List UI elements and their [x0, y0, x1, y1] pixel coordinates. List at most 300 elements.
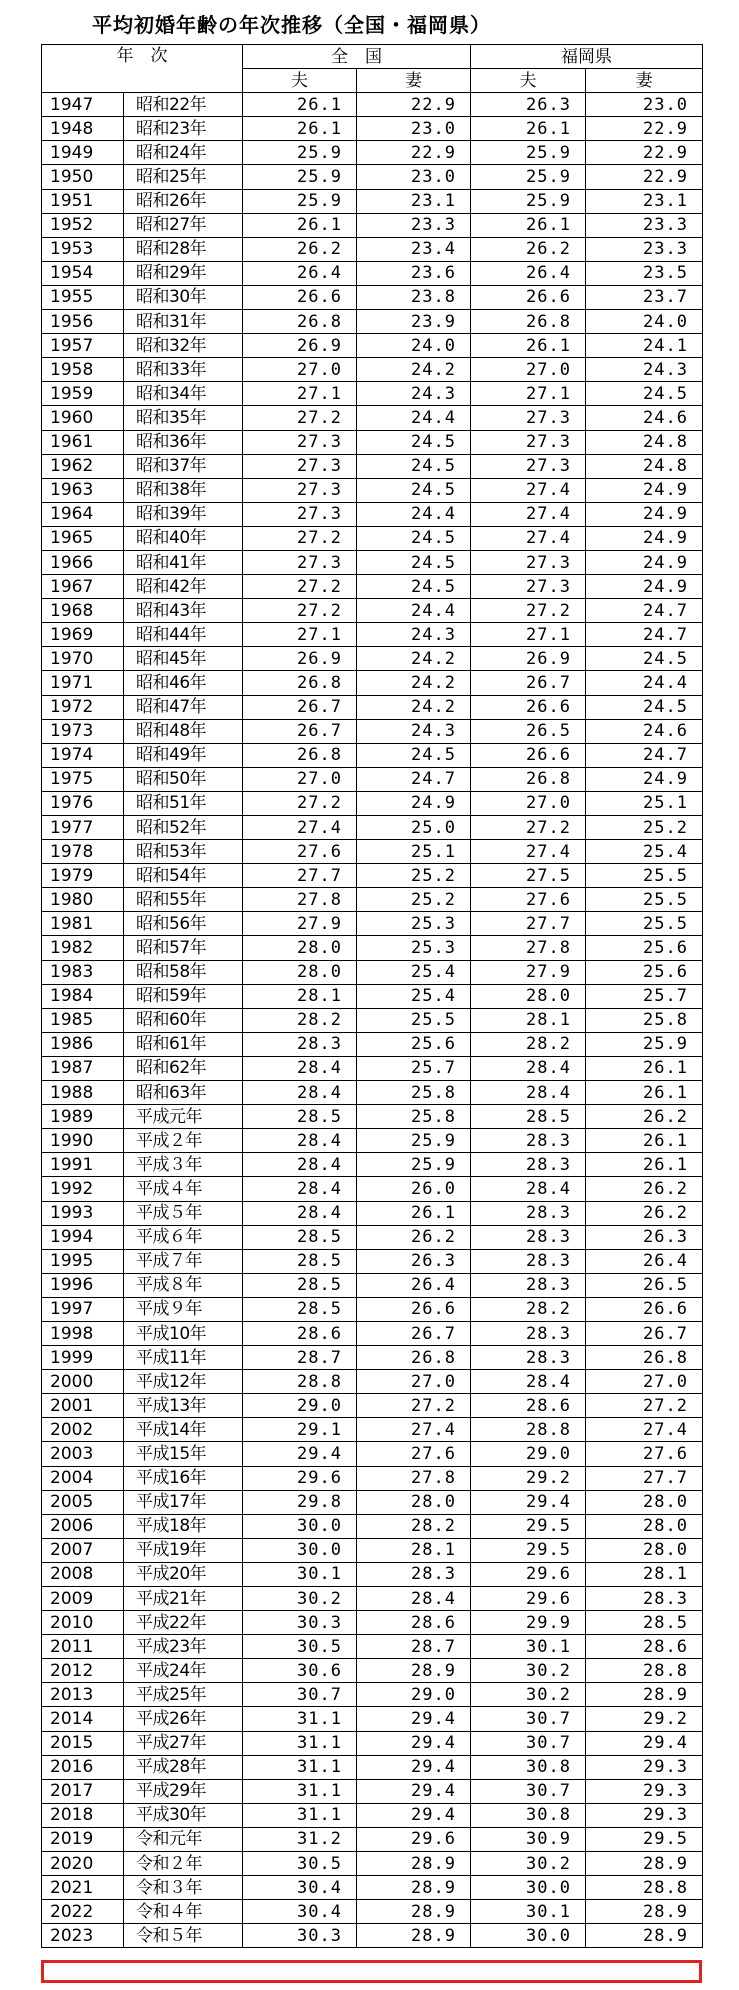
cell-year: 1999 — [42, 1346, 124, 1370]
cell-zenkoku-tsuma: 29.4 — [357, 1707, 471, 1731]
cell-era: 昭和37年 — [124, 454, 243, 478]
cell-era: 平成10年 — [124, 1321, 243, 1345]
cell-year: 2018 — [42, 1803, 124, 1827]
cell-zenkoku-tsuma: 24.9 — [357, 791, 471, 815]
cell-fukuoka-otto: 26.6 — [471, 695, 586, 719]
cell-year: 1994 — [42, 1225, 124, 1249]
cell-zenkoku-tsuma: 25.8 — [357, 1105, 471, 1129]
table-row — [42, 1876, 703, 1900]
cell-fukuoka-tsuma: 28.9 — [586, 1683, 703, 1707]
table-row — [42, 1924, 703, 1948]
cell-zenkoku-otto: 30.0 — [243, 1514, 357, 1538]
cell-zenkoku-tsuma: 26.3 — [357, 1249, 471, 1273]
cell-fukuoka-tsuma: 23.3 — [586, 213, 703, 237]
cell-fukuoka-tsuma: 26.1 — [586, 1081, 703, 1105]
cell-era: 令和４年 — [124, 1900, 243, 1924]
cell-fukuoka-tsuma: 28.9 — [586, 1852, 703, 1876]
cell-era: 昭和31年 — [124, 310, 243, 334]
cell-year: 2017 — [42, 1779, 124, 1803]
cell-zenkoku-tsuma: 26.2 — [357, 1225, 471, 1249]
cell-zenkoku-tsuma: 28.7 — [357, 1635, 471, 1659]
cell-zenkoku-otto: 26.7 — [243, 719, 357, 743]
cell-era: 昭和47年 — [124, 695, 243, 719]
cell-fukuoka-otto: 27.7 — [471, 912, 586, 936]
cell-zenkoku-otto: 28.1 — [243, 984, 357, 1008]
cell-zenkoku-tsuma: 24.5 — [357, 550, 471, 574]
cell-zenkoku-tsuma: 24.4 — [357, 406, 471, 430]
cell-fukuoka-tsuma: 22.9 — [586, 117, 703, 141]
cell-era: 昭和60年 — [124, 1008, 243, 1032]
cell-zenkoku-tsuma: 24.5 — [357, 526, 471, 550]
cell-fukuoka-otto: 26.5 — [471, 719, 586, 743]
cell-zenkoku-tsuma: 27.2 — [357, 1394, 471, 1418]
cell-zenkoku-tsuma: 28.9 — [357, 1900, 471, 1924]
cell-zenkoku-tsuma: 28.3 — [357, 1562, 471, 1586]
cell-zenkoku-otto: 27.1 — [243, 623, 357, 647]
table-row — [42, 358, 703, 382]
cell-era: 平成16年 — [124, 1466, 243, 1490]
table-row — [42, 1346, 703, 1370]
cell-fukuoka-otto: 30.7 — [471, 1779, 586, 1803]
table-row — [42, 526, 703, 550]
cell-zenkoku-otto: 25.9 — [243, 189, 357, 213]
cell-zenkoku-tsuma: 25.2 — [357, 864, 471, 888]
cell-fukuoka-tsuma: 23.0 — [586, 93, 703, 117]
table-row — [42, 1153, 703, 1177]
cell-era: 平成27年 — [124, 1731, 243, 1755]
table-row — [42, 141, 703, 165]
cell-fukuoka-tsuma: 24.9 — [586, 502, 703, 526]
cell-era: 昭和56年 — [124, 912, 243, 936]
cell-fukuoka-tsuma: 25.8 — [586, 1008, 703, 1032]
cell-fukuoka-tsuma: 24.9 — [586, 575, 703, 599]
cell-year: 1995 — [42, 1249, 124, 1273]
cell-year: 1973 — [42, 719, 124, 743]
cell-era: 昭和24年 — [124, 141, 243, 165]
cell-era: 平成29年 — [124, 1779, 243, 1803]
cell-era: 令和２年 — [124, 1852, 243, 1876]
cell-fukuoka-otto: 30.1 — [471, 1635, 586, 1659]
cell-fukuoka-otto: 29.0 — [471, 1442, 586, 1466]
cell-zenkoku-otto: 31.1 — [243, 1707, 357, 1731]
cell-era: 令和３年 — [124, 1876, 243, 1900]
cell-fukuoka-otto: 27.2 — [471, 599, 586, 623]
header-row-1 — [42, 45, 703, 69]
table-row — [42, 743, 703, 767]
cell-zenkoku-tsuma: 25.9 — [357, 1153, 471, 1177]
cell-zenkoku-tsuma: 28.1 — [357, 1538, 471, 1562]
table-row — [42, 647, 703, 671]
cell-zenkoku-otto: 27.2 — [243, 599, 357, 623]
cell-fukuoka-tsuma: 25.5 — [586, 864, 703, 888]
cell-fukuoka-otto: 27.3 — [471, 454, 586, 478]
cell-zenkoku-tsuma: 26.6 — [357, 1297, 471, 1321]
cell-zenkoku-otto: 26.8 — [243, 310, 357, 334]
cell-zenkoku-tsuma: 29.6 — [357, 1827, 471, 1851]
cell-zenkoku-otto: 28.4 — [243, 1153, 357, 1177]
table-row — [42, 984, 703, 1008]
cell-fukuoka-tsuma: 25.1 — [586, 791, 703, 815]
table-row — [42, 334, 703, 358]
cell-zenkoku-otto: 26.8 — [243, 743, 357, 767]
cell-era: 昭和59年 — [124, 984, 243, 1008]
cell-era: 昭和50年 — [124, 767, 243, 791]
cell-zenkoku-tsuma: 27.4 — [357, 1418, 471, 1442]
table-row — [42, 165, 703, 189]
cell-zenkoku-otto: 27.3 — [243, 502, 357, 526]
cell-fukuoka-otto: 27.8 — [471, 936, 586, 960]
cell-year: 1970 — [42, 647, 124, 671]
cell-fukuoka-tsuma: 28.8 — [586, 1876, 703, 1900]
cell-era: 昭和61年 — [124, 1032, 243, 1056]
cell-year: 2003 — [42, 1442, 124, 1466]
cell-zenkoku-tsuma: 26.0 — [357, 1177, 471, 1201]
table-row — [42, 695, 703, 719]
cell-era: 平成24年 — [124, 1659, 243, 1683]
cell-fukuoka-tsuma: 24.8 — [586, 430, 703, 454]
cell-zenkoku-tsuma: 27.8 — [357, 1466, 471, 1490]
cell-zenkoku-tsuma: 24.7 — [357, 767, 471, 791]
header-zenkoku-tsuma: 妻 — [357, 69, 471, 93]
cell-fukuoka-tsuma: 24.9 — [586, 478, 703, 502]
cell-fukuoka-otto: 30.8 — [471, 1755, 586, 1779]
cell-fukuoka-otto: 28.3 — [471, 1153, 586, 1177]
cell-fukuoka-tsuma: 26.6 — [586, 1297, 703, 1321]
cell-fukuoka-tsuma: 28.0 — [586, 1538, 703, 1562]
cell-zenkoku-tsuma: 23.1 — [357, 189, 471, 213]
cell-year: 2014 — [42, 1707, 124, 1731]
cell-fukuoka-tsuma: 24.5 — [586, 695, 703, 719]
cell-zenkoku-tsuma: 24.0 — [357, 334, 471, 358]
cell-zenkoku-tsuma: 24.2 — [357, 671, 471, 695]
cell-fukuoka-otto: 26.9 — [471, 647, 586, 671]
cell-era: 昭和33年 — [124, 358, 243, 382]
table-row — [42, 1900, 703, 1924]
cell-year: 1977 — [42, 816, 124, 840]
cell-fukuoka-otto: 28.3 — [471, 1249, 586, 1273]
page-title: 平均初婚年齢の年次推移（全国・福岡県） — [92, 13, 491, 37]
table-row — [42, 599, 703, 623]
cell-zenkoku-otto: 26.7 — [243, 695, 357, 719]
cell-fukuoka-tsuma: 27.2 — [586, 1394, 703, 1418]
cell-zenkoku-tsuma: 29.4 — [357, 1779, 471, 1803]
cell-zenkoku-otto: 29.4 — [243, 1442, 357, 1466]
table-row — [42, 1394, 703, 1418]
cell-year: 1964 — [42, 502, 124, 526]
cell-fukuoka-tsuma: 23.7 — [586, 285, 703, 309]
cell-era: 平成７年 — [124, 1249, 243, 1273]
cell-year: 1998 — [42, 1321, 124, 1345]
cell-year: 2011 — [42, 1635, 124, 1659]
table-row — [42, 1273, 703, 1297]
cell-fukuoka-tsuma: 25.7 — [586, 984, 703, 1008]
cell-fukuoka-otto: 25.9 — [471, 141, 586, 165]
cell-year: 1978 — [42, 840, 124, 864]
cell-zenkoku-otto: 30.0 — [243, 1538, 357, 1562]
cell-zenkoku-otto: 31.2 — [243, 1827, 357, 1851]
cell-fukuoka-otto: 27.4 — [471, 478, 586, 502]
cell-fukuoka-otto: 28.3 — [471, 1321, 586, 1345]
cell-fukuoka-otto: 28.1 — [471, 1008, 586, 1032]
cell-fukuoka-otto: 27.0 — [471, 358, 586, 382]
cell-era: 昭和39年 — [124, 502, 243, 526]
cell-year: 1965 — [42, 526, 124, 550]
cell-zenkoku-tsuma: 28.2 — [357, 1514, 471, 1538]
cell-era: 昭和23年 — [124, 117, 243, 141]
table-row — [42, 791, 703, 815]
cell-era: 平成25年 — [124, 1683, 243, 1707]
cell-zenkoku-otto: 28.3 — [243, 1032, 357, 1056]
cell-zenkoku-otto: 29.1 — [243, 1418, 357, 1442]
cell-zenkoku-otto: 26.9 — [243, 647, 357, 671]
table-body — [42, 93, 703, 1948]
cell-year: 2010 — [42, 1611, 124, 1635]
cell-zenkoku-otto: 28.4 — [243, 1201, 357, 1225]
cell-era: 平成４年 — [124, 1177, 243, 1201]
cell-zenkoku-tsuma: 29.4 — [357, 1755, 471, 1779]
cell-year: 1968 — [42, 599, 124, 623]
cell-fukuoka-tsuma: 22.9 — [586, 165, 703, 189]
cell-year: 1979 — [42, 864, 124, 888]
cell-year: 1957 — [42, 334, 124, 358]
table-row — [42, 888, 703, 912]
cell-fukuoka-otto: 29.5 — [471, 1514, 586, 1538]
cell-zenkoku-otto: 31.1 — [243, 1779, 357, 1803]
cell-zenkoku-otto: 28.5 — [243, 1297, 357, 1321]
cell-fukuoka-otto: 27.3 — [471, 550, 586, 574]
cell-fukuoka-otto: 27.9 — [471, 960, 586, 984]
cell-zenkoku-tsuma: 25.5 — [357, 1008, 471, 1032]
cell-year: 2015 — [42, 1731, 124, 1755]
cell-zenkoku-tsuma: 23.6 — [357, 261, 471, 285]
table-row — [42, 502, 703, 526]
cell-fukuoka-tsuma: 24.4 — [586, 671, 703, 695]
cell-year: 1947 — [42, 93, 124, 117]
cell-year: 1972 — [42, 695, 124, 719]
cell-fukuoka-tsuma: 28.0 — [586, 1514, 703, 1538]
cell-zenkoku-otto: 27.2 — [243, 575, 357, 599]
cell-zenkoku-tsuma: 23.3 — [357, 213, 471, 237]
cell-era: 平成15年 — [124, 1442, 243, 1466]
cell-year: 1948 — [42, 117, 124, 141]
cell-era: 昭和53年 — [124, 840, 243, 864]
cell-fukuoka-otto: 28.4 — [471, 1177, 586, 1201]
cell-fukuoka-otto: 28.8 — [471, 1418, 586, 1442]
cell-fukuoka-tsuma: 26.1 — [586, 1056, 703, 1080]
cell-fukuoka-tsuma: 24.9 — [586, 550, 703, 574]
cell-zenkoku-otto: 30.4 — [243, 1900, 357, 1924]
cell-fukuoka-tsuma: 26.2 — [586, 1177, 703, 1201]
cell-zenkoku-tsuma: 28.9 — [357, 1659, 471, 1683]
cell-fukuoka-otto: 28.0 — [471, 984, 586, 1008]
cell-fukuoka-tsuma: 26.1 — [586, 1129, 703, 1153]
table-row — [42, 1201, 703, 1225]
cell-zenkoku-tsuma: 25.6 — [357, 1032, 471, 1056]
table-row — [42, 1707, 703, 1731]
table-row — [42, 1105, 703, 1129]
cell-era: 平成９年 — [124, 1297, 243, 1321]
cell-zenkoku-otto: 28.4 — [243, 1129, 357, 1153]
cell-fukuoka-otto: 27.3 — [471, 430, 586, 454]
cell-year: 1951 — [42, 189, 124, 213]
table-row — [42, 1490, 703, 1514]
cell-era: 昭和49年 — [124, 743, 243, 767]
cell-fukuoka-tsuma: 23.1 — [586, 189, 703, 213]
header-zenkoku: 全 国 — [243, 45, 471, 69]
cell-fukuoka-otto: 29.5 — [471, 1538, 586, 1562]
cell-year: 2000 — [42, 1370, 124, 1394]
cell-fukuoka-tsuma: 26.2 — [586, 1105, 703, 1129]
table-row — [42, 382, 703, 406]
cell-era: 平成20年 — [124, 1562, 243, 1586]
cell-year: 1969 — [42, 623, 124, 647]
cell-zenkoku-otto: 28.7 — [243, 1346, 357, 1370]
cell-year: 1959 — [42, 382, 124, 406]
cell-zenkoku-otto: 27.4 — [243, 816, 357, 840]
cell-zenkoku-otto: 28.2 — [243, 1008, 357, 1032]
cell-zenkoku-otto: 27.3 — [243, 430, 357, 454]
table-row — [42, 816, 703, 840]
cell-zenkoku-tsuma: 25.8 — [357, 1081, 471, 1105]
cell-fukuoka-otto: 26.8 — [471, 767, 586, 791]
table-row — [42, 623, 703, 647]
cell-era: 平成19年 — [124, 1538, 243, 1562]
cell-era: 昭和36年 — [124, 430, 243, 454]
cell-fukuoka-tsuma: 24.0 — [586, 310, 703, 334]
cell-zenkoku-tsuma: 23.8 — [357, 285, 471, 309]
cell-zenkoku-tsuma: 25.4 — [357, 984, 471, 1008]
cell-fukuoka-tsuma: 27.4 — [586, 1418, 703, 1442]
cell-era: 昭和28年 — [124, 237, 243, 261]
table-row — [42, 960, 703, 984]
cell-zenkoku-tsuma: 24.3 — [357, 382, 471, 406]
cell-fukuoka-tsuma: 24.6 — [586, 406, 703, 430]
cell-year: 1984 — [42, 984, 124, 1008]
cell-zenkoku-tsuma: 27.6 — [357, 1442, 471, 1466]
table-row — [42, 1514, 703, 1538]
table-row — [42, 1225, 703, 1249]
cell-era: 昭和40年 — [124, 526, 243, 550]
cell-year: 2021 — [42, 1876, 124, 1900]
cell-era: 平成21年 — [124, 1587, 243, 1611]
cell-era: 平成５年 — [124, 1201, 243, 1225]
header-nenji: 年 次 — [42, 45, 243, 93]
cell-zenkoku-tsuma: 28.0 — [357, 1490, 471, 1514]
cell-fukuoka-tsuma: 26.8 — [586, 1346, 703, 1370]
cell-fukuoka-tsuma: 28.9 — [586, 1900, 703, 1924]
cell-fukuoka-tsuma: 26.2 — [586, 1201, 703, 1225]
cell-zenkoku-tsuma: 24.5 — [357, 430, 471, 454]
cell-zenkoku-otto: 31.1 — [243, 1731, 357, 1755]
table-row — [42, 237, 703, 261]
cell-zenkoku-tsuma: 26.4 — [357, 1273, 471, 1297]
cell-zenkoku-otto: 27.9 — [243, 912, 357, 936]
cell-era: 平成11年 — [124, 1346, 243, 1370]
table-row — [42, 1852, 703, 1876]
cell-year: 2013 — [42, 1683, 124, 1707]
cell-fukuoka-otto: 30.2 — [471, 1659, 586, 1683]
cell-zenkoku-otto: 27.3 — [243, 550, 357, 574]
table-row — [42, 1418, 703, 1442]
table-row — [42, 261, 703, 285]
cell-zenkoku-otto: 30.3 — [243, 1611, 357, 1635]
table-row — [42, 767, 703, 791]
cell-fukuoka-tsuma: 26.4 — [586, 1249, 703, 1273]
cell-era: 昭和30年 — [124, 285, 243, 309]
table-row — [42, 1635, 703, 1659]
cell-year: 1990 — [42, 1129, 124, 1153]
cell-zenkoku-tsuma: 25.0 — [357, 816, 471, 840]
cell-era: 平成30年 — [124, 1803, 243, 1827]
cell-year: 2016 — [42, 1755, 124, 1779]
table-row — [42, 936, 703, 960]
cell-fukuoka-otto: 27.3 — [471, 406, 586, 430]
table-row — [42, 310, 703, 334]
table-row — [42, 1683, 703, 1707]
cell-year: 2008 — [42, 1562, 124, 1586]
cell-fukuoka-otto: 30.0 — [471, 1876, 586, 1900]
cell-year: 1956 — [42, 310, 124, 334]
cell-era: 昭和45年 — [124, 647, 243, 671]
cell-zenkoku-otto: 27.3 — [243, 478, 357, 502]
cell-year: 1974 — [42, 743, 124, 767]
cell-fukuoka-otto: 28.3 — [471, 1201, 586, 1225]
highlight-box-2023 — [41, 1960, 702, 1983]
cell-fukuoka-otto: 27.2 — [471, 816, 586, 840]
table-row — [42, 1611, 703, 1635]
cell-fukuoka-tsuma: 25.4 — [586, 840, 703, 864]
cell-zenkoku-otto: 28.5 — [243, 1225, 357, 1249]
cell-era: 昭和44年 — [124, 623, 243, 647]
table-row — [42, 575, 703, 599]
table-row — [42, 478, 703, 502]
cell-era: 令和５年 — [124, 1924, 243, 1948]
table-row — [42, 1587, 703, 1611]
cell-fukuoka-tsuma: 26.3 — [586, 1225, 703, 1249]
cell-zenkoku-tsuma: 24.5 — [357, 454, 471, 478]
cell-fukuoka-tsuma: 29.3 — [586, 1803, 703, 1827]
cell-era: 平成23年 — [124, 1635, 243, 1659]
cell-fukuoka-otto: 29.2 — [471, 1466, 586, 1490]
cell-fukuoka-otto: 25.9 — [471, 165, 586, 189]
cell-fukuoka-tsuma: 29.3 — [586, 1779, 703, 1803]
cell-zenkoku-otto: 27.7 — [243, 864, 357, 888]
cell-zenkoku-otto: 30.5 — [243, 1852, 357, 1876]
cell-zenkoku-tsuma: 26.1 — [357, 1201, 471, 1225]
cell-era: 平成14年 — [124, 1418, 243, 1442]
cell-fukuoka-tsuma: 23.3 — [586, 237, 703, 261]
cell-zenkoku-otto: 27.3 — [243, 454, 357, 478]
cell-zenkoku-otto: 27.2 — [243, 406, 357, 430]
cell-fukuoka-otto: 28.3 — [471, 1273, 586, 1297]
cell-zenkoku-otto: 27.0 — [243, 767, 357, 791]
cell-year: 1986 — [42, 1032, 124, 1056]
cell-zenkoku-tsuma: 24.5 — [357, 478, 471, 502]
cell-fukuoka-otto: 28.6 — [471, 1394, 586, 1418]
cell-zenkoku-otto: 28.0 — [243, 960, 357, 984]
cell-zenkoku-otto: 26.9 — [243, 334, 357, 358]
cell-era: 昭和57年 — [124, 936, 243, 960]
cell-zenkoku-tsuma: 25.7 — [357, 1056, 471, 1080]
table-row — [42, 1008, 703, 1032]
table-row — [42, 1081, 703, 1105]
cell-era: 平成28年 — [124, 1755, 243, 1779]
cell-fukuoka-otto: 30.8 — [471, 1803, 586, 1827]
cell-era: 昭和62年 — [124, 1056, 243, 1080]
cell-zenkoku-tsuma: 23.9 — [357, 310, 471, 334]
cell-fukuoka-otto: 27.4 — [471, 840, 586, 864]
cell-fukuoka-otto: 30.1 — [471, 1900, 586, 1924]
